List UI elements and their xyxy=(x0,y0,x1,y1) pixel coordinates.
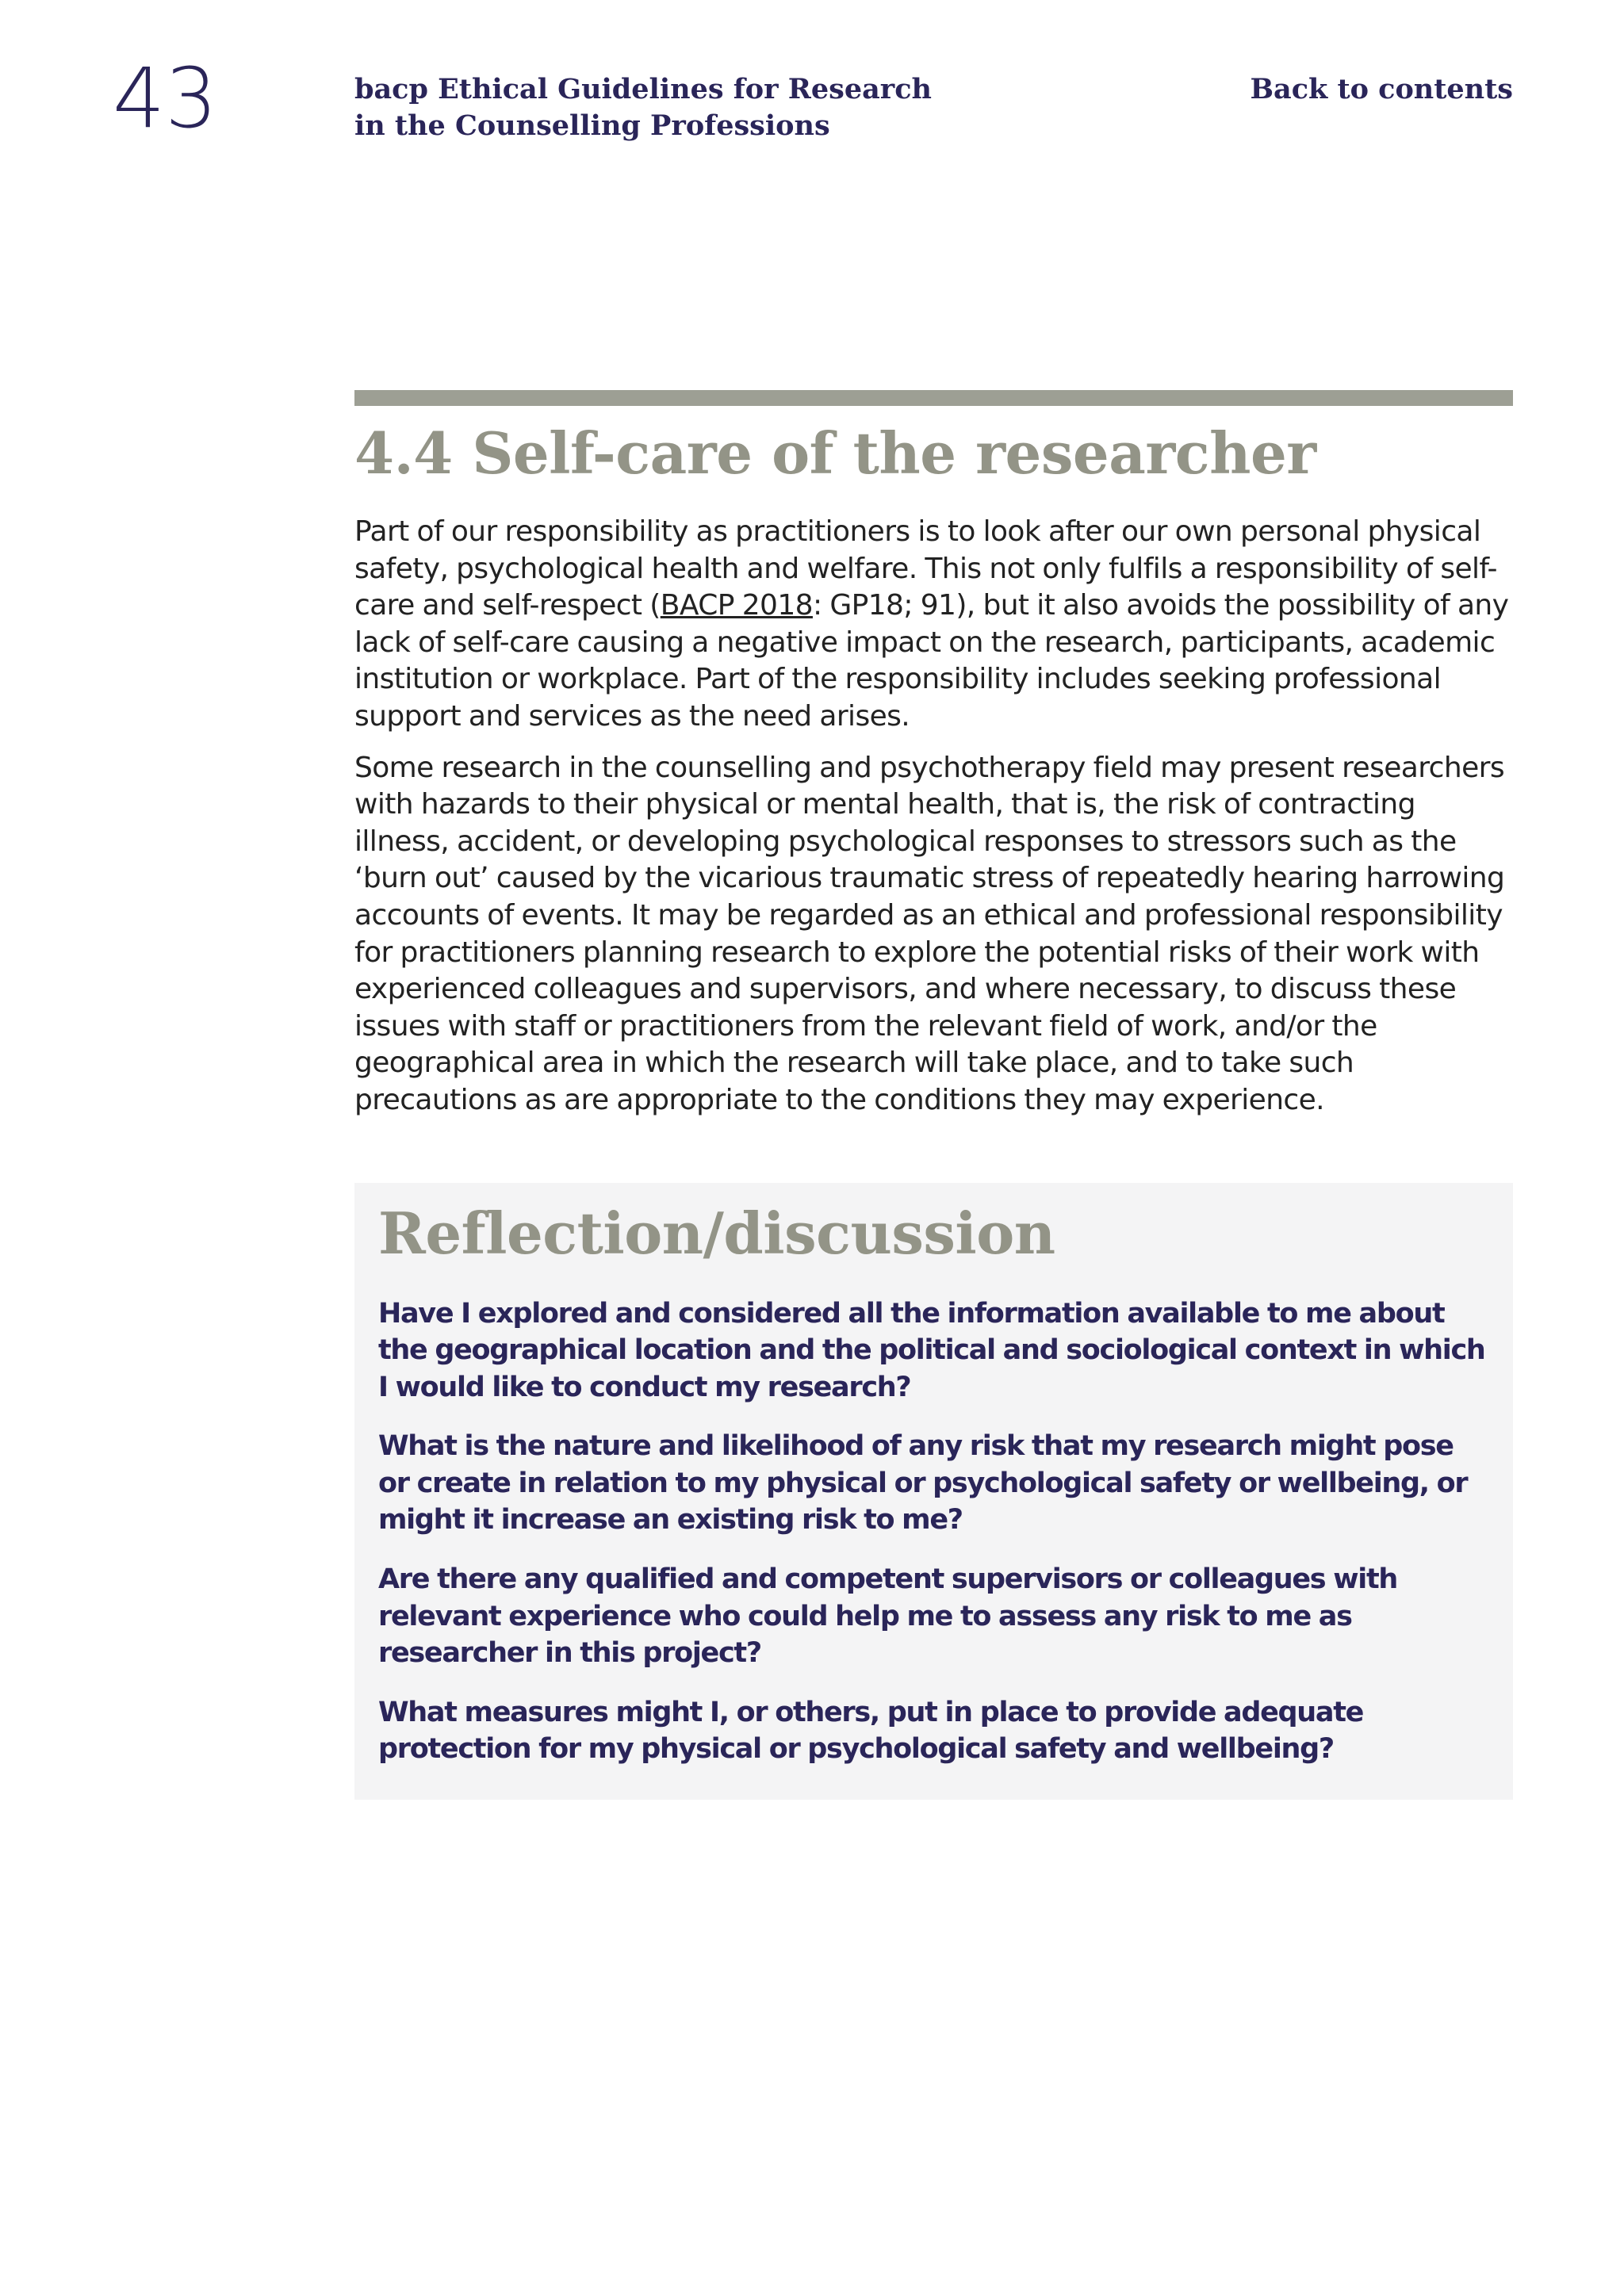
paragraph-1-text-before: Part of our responsibility as practitioners is to look after our own personal physical safety, psychological health and welfare. This not only fulfils a responsibility of self-care and self-respect ( xyxy=(354,515,1497,622)
section-divider xyxy=(354,390,1513,406)
main-content xyxy=(354,390,1513,1800)
paragraph-hazards: Some research in the counselling and psychotherapy field may present researchers with hazards to their physical or mental health, that is, the risk of contracting illness, accident, or developing psychological responses to stressors such as the ‘burn out’ caused by the vicarious traumatic stress of repeatedly hearing harrowing accounts of events. It may be regarded as an ethical and professional responsibility for practitioners planning research to explore the potential risks of their work with experienced colleagues and supervisors, and where necessary, to discuss these issues with staff or practitioners from the relevant field of work, and/or the geographical area in which the research will take place, and to take such precautions as are appropriate to the conditions they may experience. xyxy=(354,751,1505,1116)
paragraph-1-text-after: : GP18; 91), but it also avoids the possibility of any lack of self-care causing a negative impact on the research, participants, academic institution or workplace. Part of the responsibility includes seeking professional support and services as the need arises. xyxy=(354,589,1509,733)
reflection-heading: Reflection/discussion xyxy=(378,1199,1055,1267)
reflection-box xyxy=(354,1183,1513,1800)
back-to-contents-link[interactable]: Back to contents xyxy=(1250,73,1513,105)
document-title-line-2: in the Counselling Professions xyxy=(354,109,830,142)
bacp-2018-reference-link[interactable]: BACP 2018 xyxy=(660,589,813,622)
reflection-question: Are there any qualified and competent supervisors or colleagues with relevant experience who could help me to assess any risk to me as researcher in this project? xyxy=(378,1563,1397,1670)
paragraph-self-care xyxy=(354,514,1513,736)
section-heading: 4.4 Self-care of the researcher xyxy=(354,419,1316,487)
page-number: 43 xyxy=(113,50,218,147)
reflection-question: Have I explored and considered all the information available to me about the geographical location and the political and sociological context in which I would like to conduct my research? xyxy=(378,1297,1485,1403)
reflection-question: What is the nature and likelihood of any risk that my research might pose or create in relation to my physical or psychological safety or wellbeing, or might it increase an existing risk to me? xyxy=(378,1430,1468,1536)
document-title-line-1: bacp Ethical Guidelines for Research xyxy=(354,73,932,105)
document-title xyxy=(354,71,957,144)
reflection-question: What measures might I, or others, put in place to provide adequate protection for my physical or psychological safety and wellbeing? xyxy=(378,1696,1364,1766)
